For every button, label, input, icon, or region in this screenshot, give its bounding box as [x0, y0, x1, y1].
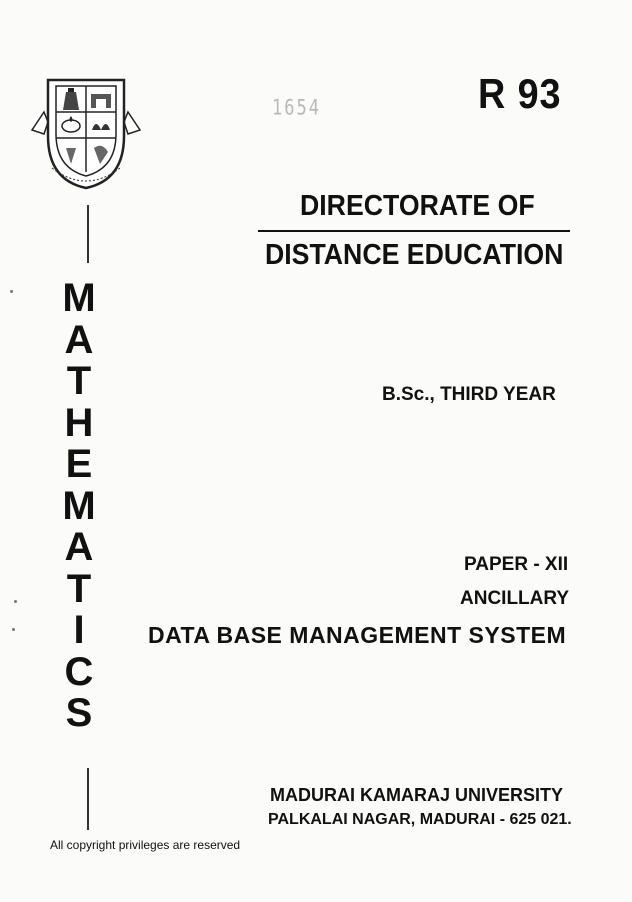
vertical-rule-bottom — [87, 768, 89, 830]
subject-letter: E — [65, 442, 93, 486]
scan-speck — [14, 600, 17, 603]
scan-speck — [12, 628, 15, 631]
subject-letter: T — [66, 566, 92, 611]
vertical-rule-top — [87, 205, 89, 263]
subject-vertical-text — [54, 278, 124, 735]
university-emblem-icon — [30, 72, 142, 190]
scan-speck — [10, 290, 13, 293]
university-address: PALKALAI NAGAR, MADURAI - 625 021. — [268, 811, 572, 828]
directorate-heading-line2: DISTANCE EDUCATION — [265, 239, 564, 271]
copyright-notice: All copyright privileges are reserved — [50, 838, 241, 852]
course-code: R 93 — [478, 70, 562, 117]
paper-number: PAPER - XII — [464, 554, 569, 575]
subject-letter: A — [64, 317, 94, 362]
paper-category: ANCILLARY — [460, 588, 570, 609]
subject-letter: C — [64, 649, 94, 694]
subject-letter: M — [62, 276, 96, 320]
subject-letter: M — [62, 483, 96, 528]
heading-divider — [258, 230, 570, 232]
subject-letter: S — [65, 691, 93, 735]
course-year: B.Sc., THIRD YEAR — [382, 384, 556, 405]
subject-letter: H — [64, 400, 94, 445]
subject-letter: I — [73, 608, 85, 652]
paper-title: DATA BASE MANAGEMENT SYSTEM — [148, 622, 567, 648]
subject-letter: T — [66, 359, 92, 403]
subject-letter: A — [64, 525, 94, 569]
directorate-heading-line1: DIRECTORATE OF — [300, 190, 535, 222]
university-name: MADURAI KAMARAJ UNIVERSITY — [270, 785, 564, 805]
accession-stamp-number: 1654 — [272, 95, 321, 121]
